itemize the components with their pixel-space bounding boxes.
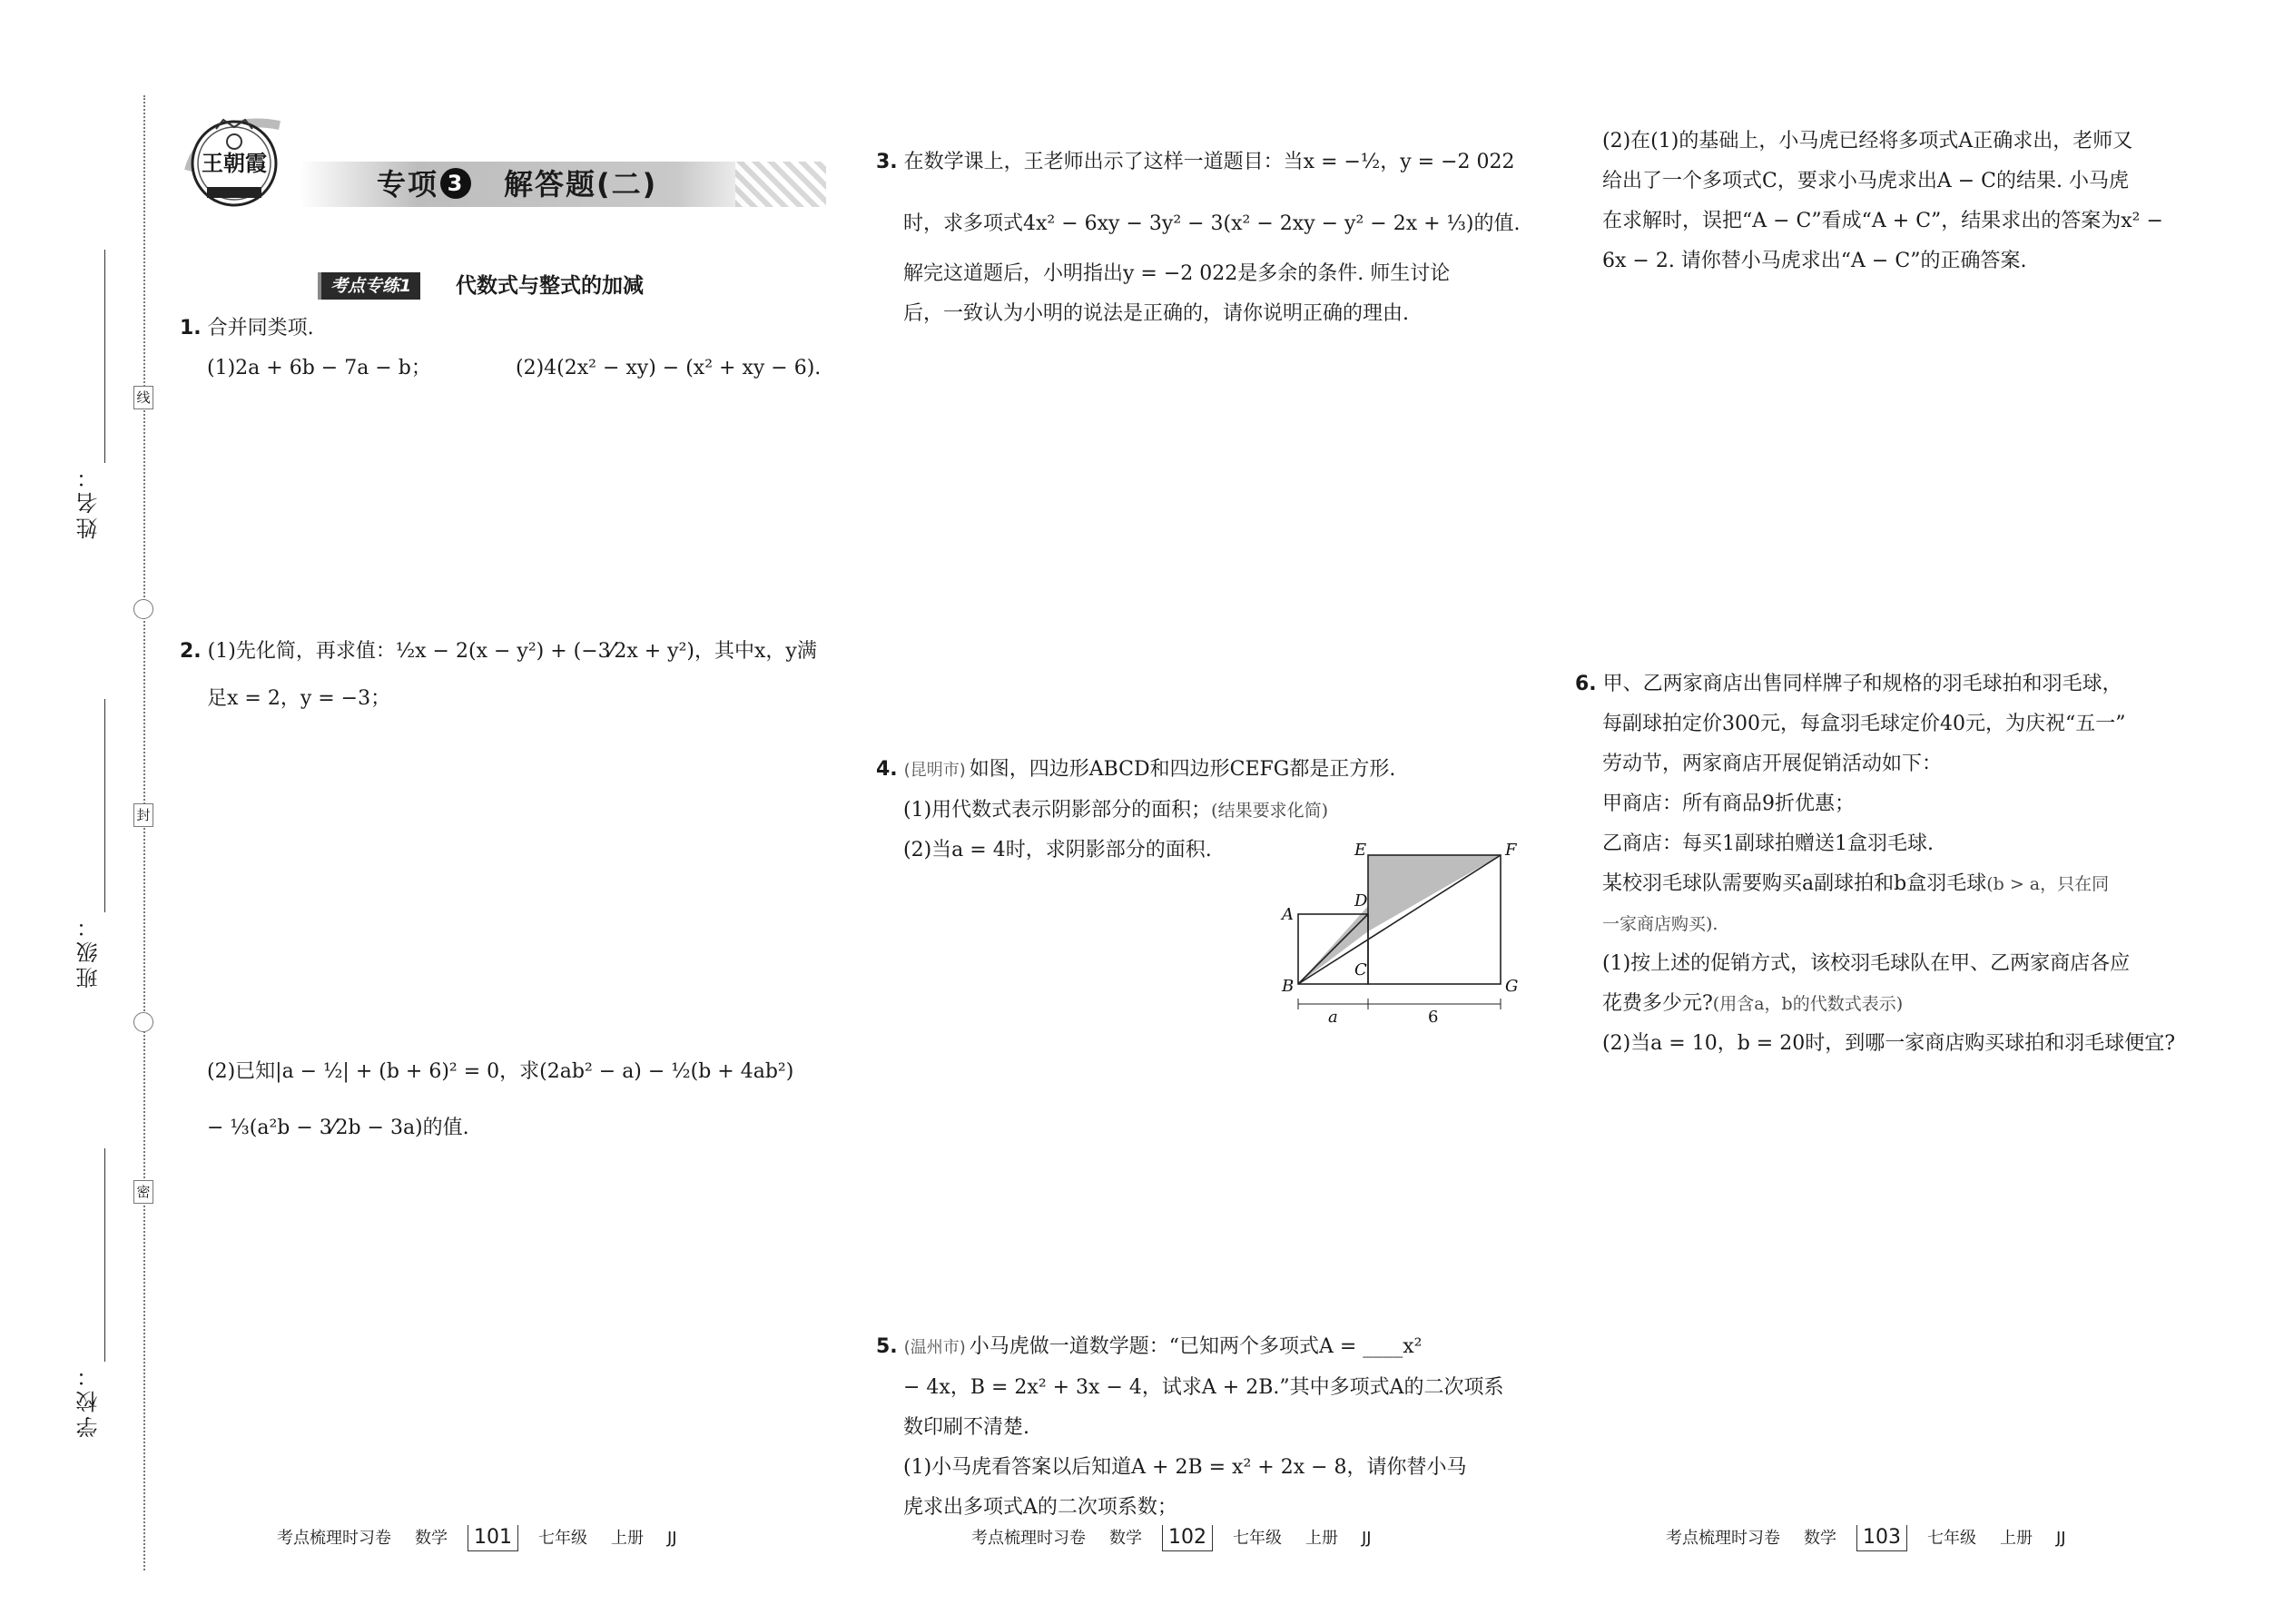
question-text: 给出了一个多项式C，要求小马虎求出A − C的结果. 小马虎 [1602, 170, 2129, 192]
section-title-main: 解答题(二) [504, 167, 658, 202]
label-d-vertex: D [1354, 891, 1368, 910]
label-length-a: a [1328, 1008, 1338, 1027]
school-write-line [104, 1148, 105, 1362]
footer-page-103: 考点梳理时习卷 数学 103 七年级 上册 JJ [1666, 1525, 2066, 1552]
question-text: (2)已知|a − ½| + (b + 6)² = 0，求(2ab² − a) − ½(b + 4ab²) [207, 1060, 794, 1083]
binding-char-mi: 密 [133, 1180, 153, 1204]
question-part: (2)当a = 4时，求阴影部分的面积. [903, 839, 1212, 861]
section-title-prefix: 专项 [377, 167, 439, 202]
question-note: (结果要求化简) [1211, 801, 1328, 821]
question-text: 乙商店：每买1副球拍赠送1盒羽毛球. [1602, 832, 1934, 855]
binding-hole-icon [133, 599, 153, 619]
question-text: 6x − 2. 请你替小马虎求出“A − C”的正确答案. [1602, 250, 2027, 272]
school-label: 学校： [76, 1362, 102, 1438]
question-text: 足x = 2，y = −3； [207, 687, 391, 710]
question-3 [876, 132, 1520, 255]
question-text: 花费多少元? [1602, 992, 1713, 1015]
question-text: 虎求出多项式A的二次项系数； [903, 1496, 1177, 1519]
class-write-line [104, 699, 105, 912]
question-3-cont [903, 254, 1450, 334]
question-source: (昆明市) [903, 761, 966, 780]
topic-tag: 考点专练1 [318, 272, 420, 300]
question-text: (1)按上述的促销方式，该校羽毛球队在甲、乙两家商店各应 [1602, 952, 2131, 975]
question-part: (1)用代数式表示阴影部分的面积； [903, 799, 1212, 822]
page-number: 103 [1856, 1525, 1907, 1551]
page-number: 102 [1162, 1525, 1213, 1551]
label-f-vertex: F [1505, 841, 1517, 860]
brand-logo-text: 王朝霞 [202, 150, 267, 176]
binding-char-feng: 封 [133, 803, 153, 827]
question-number: 4. [876, 758, 898, 781]
question-source: (温州市) [903, 1338, 966, 1357]
question-number: 6. [1575, 673, 1597, 695]
question-text: 解完这道题后，小明指出y = −2 022是多余的条件. 师生讨论 [903, 262, 1451, 285]
question-5-cont [1602, 122, 2163, 281]
question-note: (b > a，只在同 [1986, 874, 2110, 894]
question-stem: 合并同类项. [207, 317, 314, 340]
question-text: 在求解时，误把“A − C”看成“A + C”，结果求出的答案为x² − [1602, 210, 2163, 232]
question-number: 5. [876, 1335, 898, 1358]
question-5 [876, 1327, 1503, 1528]
question-6 [1575, 664, 2175, 1064]
question-stem: 如图，四边形ABCD和四边形CEFG都是正方形. [969, 758, 1396, 781]
question-text: (1)小马虎看答案以后知道A + 2B = x² + 2x − 8，请你替小马 [903, 1456, 1467, 1479]
section-title [377, 162, 657, 207]
question-text: − ⅓(a²b − 3⁄2b − 3a)的值. [207, 1117, 469, 1139]
page-number: 101 [468, 1525, 518, 1551]
question-text: 甲商店：所有商品9折优惠； [1602, 792, 1855, 815]
name-label: 姓名： [76, 463, 102, 539]
label-a-vertex: A [1282, 905, 1294, 924]
question-text: (2)当a = 10，b = 20时，到哪一家商店购买球拍和羽毛球便宜? [1602, 1032, 2175, 1055]
label-length-six: 6 [1428, 1008, 1439, 1027]
question-1-part-2 [516, 349, 821, 389]
footer-page-102: 考点梳理时习卷 数学 102 七年级 上册 JJ [971, 1525, 1372, 1552]
question-number: 1. [180, 317, 202, 340]
section-number-badge: 3 [440, 168, 471, 199]
question-text: (1)先化简，再求值：½x − 2(x − y²) + (−3⁄2x + y²)，其中x，y满 [207, 640, 817, 663]
question-text: 在数学课上，王老师出示了这样一道题目：当x = −½，y = −2 022 [903, 151, 1515, 173]
question-part: (1)2a + 6b − 7a − b； [207, 357, 431, 379]
question-number: 3. [876, 151, 898, 173]
question-2-part-2 [207, 1044, 793, 1156]
label-g-vertex: G [1505, 977, 1519, 996]
question-2 [180, 628, 817, 723]
question-text: 某校羽毛球队需要购买a副球拍和b盒羽毛球 [1602, 872, 1987, 895]
name-write-line [104, 250, 105, 463]
question-1 [180, 309, 431, 389]
topic-title: 代数式与整式的加减 [456, 274, 644, 298]
square-diagram [1278, 841, 1519, 1027]
label-b-vertex: B [1282, 977, 1295, 996]
binding-hole-icon [133, 1012, 153, 1032]
class-label: 班级： [76, 912, 102, 989]
question-text: 小马虎做一道数学题：“已知两个多项式A = ____x² [969, 1335, 1423, 1358]
binding-char-xian: 线 [133, 386, 153, 409]
question-part: (2)4(2x² − xy) − (x² + xy − 6). [516, 357, 822, 379]
question-text: 每副球拍定价300元，每盒羽毛球定价40元，为庆祝“五一” [1602, 713, 2126, 735]
header-decoration [735, 162, 826, 207]
question-text: 数印刷不清楚. [903, 1416, 1029, 1439]
label-e-vertex: E [1354, 841, 1367, 860]
question-number: 2. [180, 640, 202, 663]
binding-dotted-line [143, 95, 145, 1570]
question-note: 一家商店购买). [1602, 914, 1718, 934]
question-text: 时，求多项式4x² − 6xy − 3y² − 3(x² − 2xy − y² − 2x + ⅓)的值. [903, 212, 1521, 235]
shaded-region-upper [1368, 855, 1501, 931]
question-note: (用含a，b的代数式表示) [1712, 994, 1904, 1014]
footer-page-101: 考点梳理时习卷 数学 101 七年级 上册 JJ [277, 1525, 677, 1552]
question-text: − 4x，B = 2x² + 3x − 4，试求A + 2B.”其中多项式A的二次项系 [903, 1376, 1504, 1399]
label-c-vertex: C [1354, 960, 1367, 979]
question-text: (2)在(1)的基础上，小马虎已经将多项式A正确求出，老师又 [1602, 130, 2133, 153]
question-text: 后，一致认为小明的说法是正确的，请你说明正确的理由. [903, 302, 1409, 325]
question-text: 劳动节，两家商店开展促销活动如下： [1602, 753, 1943, 775]
question-text: 甲、乙两家商店出售同样牌子和规格的羽毛球拍和羽毛球， [1602, 673, 2122, 695]
